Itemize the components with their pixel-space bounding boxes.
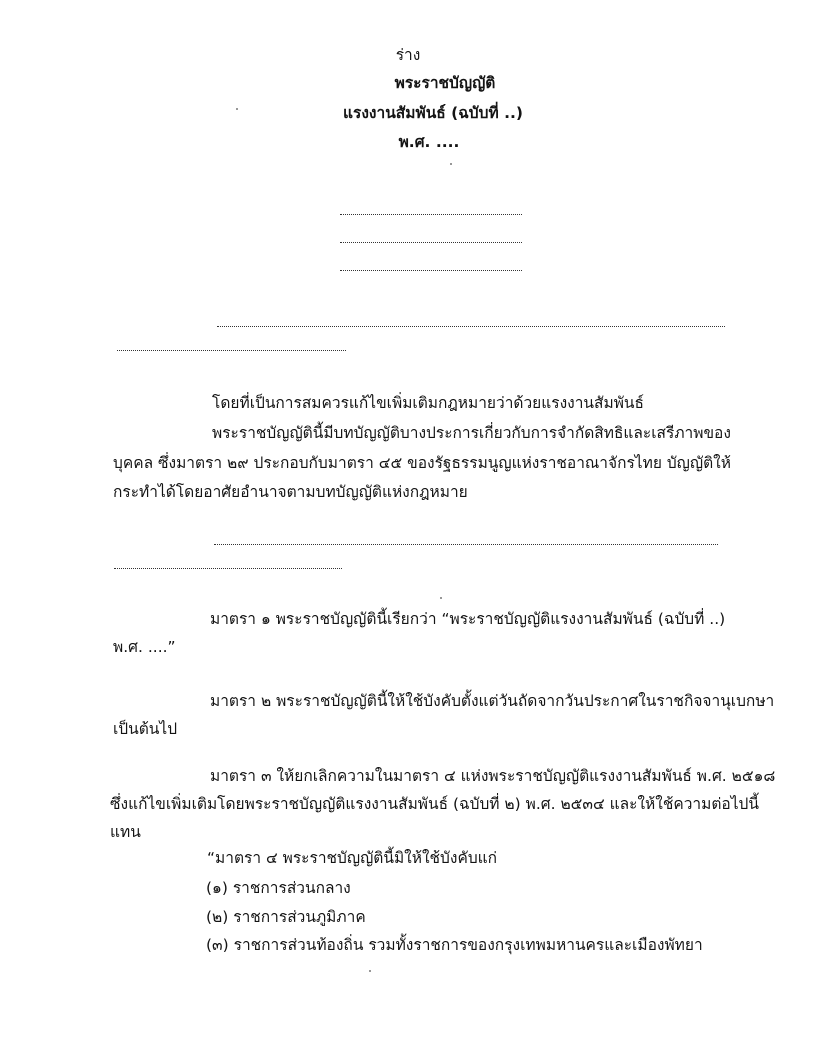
- section-3-line-2: ซึ่งแก้ไขเพิ่มเติมโดยพระราชบัญญัติแรงงานสัมพันธ์ (ฉบับที่ ๒) พ.ศ. ๒๕๓๔ และให้ใช้ความต่อไปนี้: [110, 795, 759, 813]
- placeholder-line-b2: [114, 568, 342, 569]
- preamble-line-3: บุคคล ซึ่งมาตรา ๒๙ ประกอบกับมาตรา ๔๕ ของรัฐธรรมนูญแห่งราชอาณาจักรไทย บัญญัติให้: [113, 454, 731, 472]
- signature-line-1: [340, 214, 522, 215]
- quoted-section-heading: “มาตรา ๔ พระราชบัญญัตินี้มิให้ใช้บังคับแก่: [207, 849, 498, 867]
- signature-line-2: [340, 242, 522, 243]
- document-title: พระราชบัญญัติ: [394, 74, 496, 92]
- preamble-line-2: พระราชบัญญัตินี้มีบทบัญญัติบางประการเกี่ยวกับการจำกัดสิทธิและเสรีภาพของ: [212, 424, 731, 442]
- quoted-section-item-2: (๒) ราชการส่วนภูมิภาค: [206, 908, 366, 926]
- document-subtitle: แรงงานสัมพันธ์ (ฉบับที่ ..): [343, 104, 523, 122]
- section-3-line-1: มาตรา ๓ ให้ยกเลิกความในมาตรา ๔ แห่งพระราชบัญญัติแรงงานสัมพันธ์ พ.ศ. ๒๕๑๘: [210, 767, 776, 785]
- scan-speck: [450, 163, 452, 165]
- section-3-line-3: แทน: [110, 823, 141, 841]
- quoted-section-item-1: (๑) ราชการส่วนกลาง: [206, 879, 351, 897]
- signature-line-3: [340, 270, 522, 271]
- section-1-line-1: มาตรา ๑ พระราชบัญญัตินี้เรียกว่า “พระราชบัญญัติแรงงานสัมพันธ์ (ฉบับที่ ..): [210, 610, 726, 628]
- preamble-line-4: กระทำได้โดยอาศัยอำนาจตามบทบัญญัติแห่งกฎหมาย: [113, 483, 468, 501]
- scan-speck: [440, 597, 442, 599]
- document-year: พ.ศ. ....: [398, 133, 460, 151]
- placeholder-line-b1: [214, 544, 718, 545]
- quoted-section-item-3: (๓) ราชการส่วนท้องถิ่น รวมทั้งราชการของกรุงเทพมหานครและเมืองพัทยา: [206, 936, 703, 954]
- section-2-line-1: มาตรา ๒ พระราชบัญญัตินี้ให้ใช้บังคับตั้งแต่วันถัดจากวันประกาศในราชกิจจานุเบกษา: [210, 692, 775, 710]
- preamble-line-1: โดยที่เป็นการสมควรแก้ไขเพิ่มเติมกฎหมายว่าด้วยแรงงานสัมพันธ์: [212, 394, 644, 412]
- placeholder-line-a2: [117, 350, 346, 351]
- scan-speck: [236, 108, 238, 110]
- scan-speck: [369, 970, 371, 972]
- draft-label: ร่าง: [395, 46, 421, 64]
- placeholder-line-a1: [217, 326, 725, 327]
- section-2-line-2: เป็นต้นไป: [113, 720, 178, 738]
- section-1-line-2: พ.ศ. ....”: [113, 638, 176, 656]
